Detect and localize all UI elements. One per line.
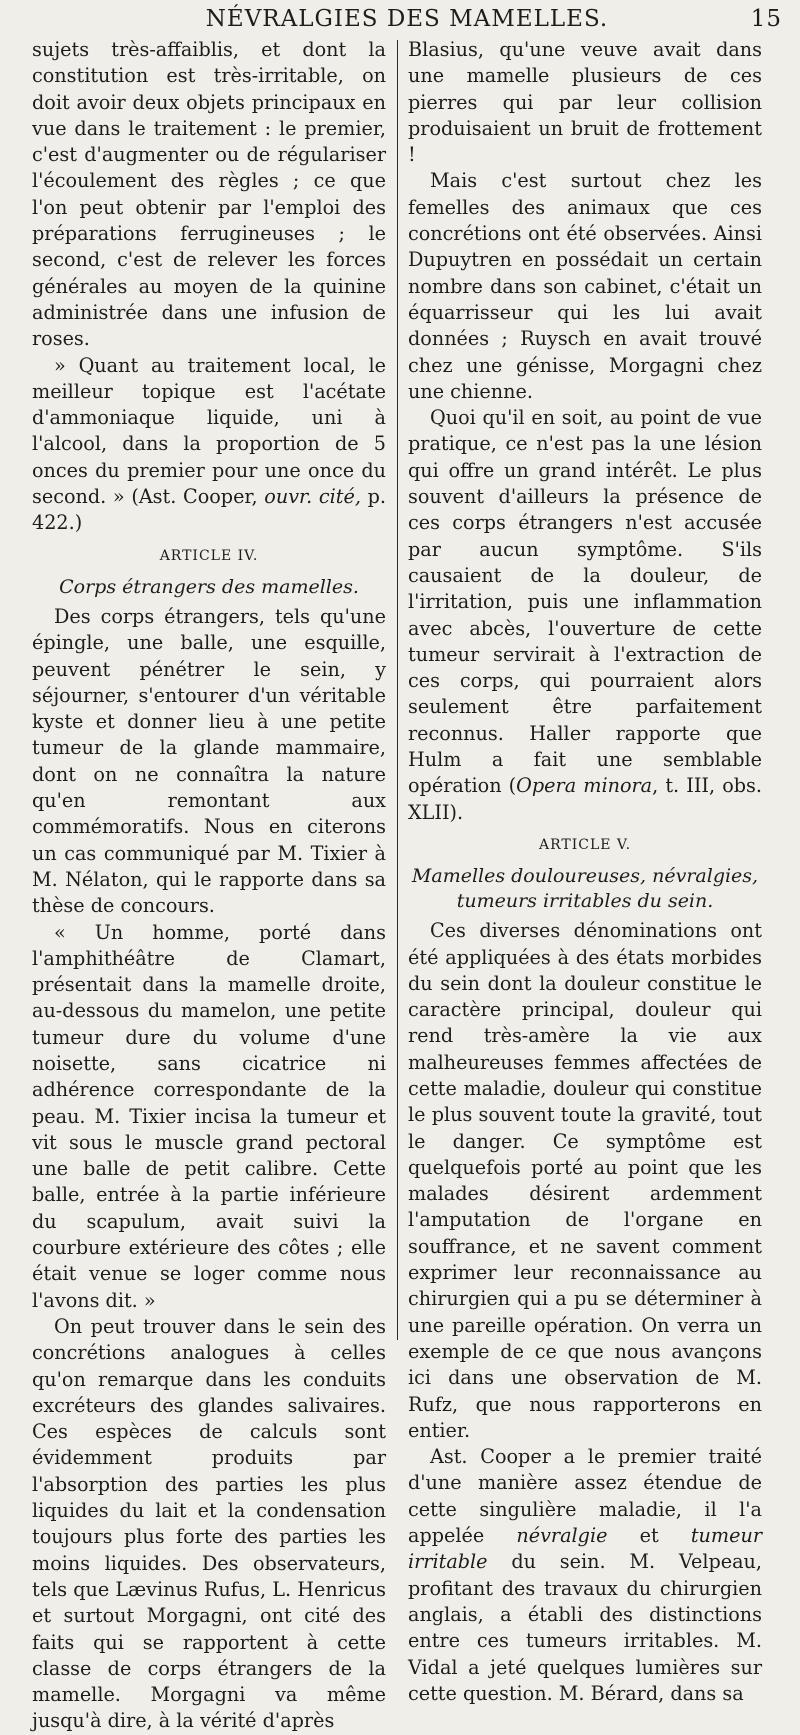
paragraph — [408, 1444, 762, 1707]
citation-italic: Opera minora — [516, 774, 653, 798]
article-heading: ARTICLE IV. — [159, 547, 259, 564]
paragraph — [408, 405, 762, 826]
term-italic: tumeur irritable — [408, 1524, 762, 1574]
left-column — [32, 37, 386, 1735]
paragraph: Des corps étrangers, tels qu'une épingle, une balle, une esquille, peuvent pénétrer le sein, y séjourner, s'entourer d'un véritable kyste et donner lieu à une petite tumeur de la glande mammaire, dont on ne connaîtra la nature qu'en remontant aux commémoratifs. Nous en citerons un cas communiqué par M. Tixier à M. Nélaton, qui le rapporte dans sa thèse de concours. — [32, 604, 386, 918]
citation-italic: ouvr. cité, — [264, 485, 361, 509]
text-run: Ast. Cooper a le premier traité d'une manière assez étendue de cette singulière maladie, il l'a appelée — [408, 1445, 762, 1548]
column-divider — [397, 40, 398, 1340]
term-italic: névralgie — [516, 1524, 608, 1548]
text-run: Quoi qu'il en soit, au point de vue pratique, ce n'est pas la une lésion qui offre un grand intérêt. Le plus souvent d'ailleurs la présence de ces corps étrangers n'est accusée par aucun symptôme. S'ils causaient de la douleur, de l'irritation, puis une inflammation avec abcès, l'ouverture de cette tumeur servirait à l'extraction de ces corps, qui pourraient alors seulement être parfaitement reconnus. Haller rapporte que Hulm a fait une semblable opération ( — [408, 406, 762, 798]
right-column — [408, 37, 762, 1707]
paragraph: Ces diverses dénominations ont été appliquées à des états morbides du sein dont la douleur constitue le caractère principal, douleur qui rend très-amère la vie aux malheureuses femmes affectées de cette maladie, douleur qui constitue le plus souvent toute la gravité, tout le danger. Ce symptôme est quelquefois porté au point que les malades désirent ardemment l'amputation de l'organe en souffrance, et ne savent comment exprimer leur reconnaissance au chirurgien qui a pu se déterminer à une pareille opération. On verra un exemple de ce que nous avançons ici dans une observation de M. Rufz, que nous rapporterons en entier. — [408, 919, 762, 1442]
paragraph: On peut trouver dans le sein des concrétions analogues à celles qu'on remarque dans les conduits excréteurs des glandes salivaires. Ces espèces de calculs sont évidemment produits par l'absorption des parties les plus liquides du lait et la condensation toujours plus forte des parties les moins liquides. Des observateurs, tels que Lævinus Rufus, L. Henricus et surtout Morgagni, ont cité des faits qui se rapportent à cette classe de corps étrangers de la mamelle. Morgagni va même jusqu'à dire, à la vérité d'après — [32, 1314, 386, 1733]
text-run: » Quant au traitement local, le meilleur topique est l'acétate d'ammoniaque liquide, uni à l'alcool, dans la proportion de 5 onces du premier pour une once du second. » (Ast. Cooper, — [32, 353, 386, 509]
text-run: du sein. M. Velpeau, profitant des travaux du chirurgien anglais, a établi des distinctions entre ces tumeurs irritables. M. Vidal a jeté quelques lumières sur cette question. M. Bérard, dans sa — [408, 1550, 762, 1705]
article-title: Corps étrangers des mamelles. — [59, 575, 359, 598]
paragraph — [32, 353, 386, 537]
text-run: , t. III, obs. XLII). — [408, 774, 762, 824]
text-run: p. 422.) — [32, 485, 386, 535]
paragraph: « Un homme, porté dans l'amphithéâtre de Clamart, présentait dans la mamelle droite, au-dessous du mamelon, une petite tumeur dure du volume d'une noisette, sans cicatrice ni adhérence correspondante de la peau. M. Tixier incisa la tumeur et vit sous le muscle grand pectoral une balle de petit calibre. Cette balle, entrée à la partie inférieure du scapulum, avait suivi la courbure extérieure des côtes ; elle était venue se loger comme nous l'avons dit. » — [32, 920, 386, 1312]
article-heading: ARTICLE V. — [538, 836, 632, 853]
page-header — [32, 6, 782, 40]
page-number: 15 — [750, 6, 782, 32]
text-run: et — [639, 1524, 659, 1548]
paragraph: Blasius, qu'une veuve avait dans une mamelle plusieurs de ces pierres qui par leur collision produisaient un bruit de frottement ! — [408, 38, 762, 167]
running-title: NÉVRALGIES DES MAMELLES. — [205, 6, 609, 32]
article-title: Mamelles douloureuses, névralgies, tumeurs irritables du sein. — [411, 865, 759, 913]
paragraph: sujets très-affaiblis, et dont la constitution est très-irritable, on doit avoir deux objets principaux en vue dans le traitement : le premier, c'est d'augmenter ou de régulariser l'écoulement des règles ; ce que l'on peut obtenir par l'emploi des préparations ferrugineuses ; le second, c'est de relever les forces générales au moyen de la quinine administrée dans une infusion de roses. — [32, 38, 386, 351]
paragraph: Mais c'est surtout chez les femelles des animaux que ces concrétions ont été observées. Ainsi Dupuytren en possédait un certain nombre dans son cabinet, c'était un équarrisseur qui les lui avait données ; Ruysch en avait trouvé chez une génisse, Morgagni chez une chienne. — [408, 169, 762, 403]
